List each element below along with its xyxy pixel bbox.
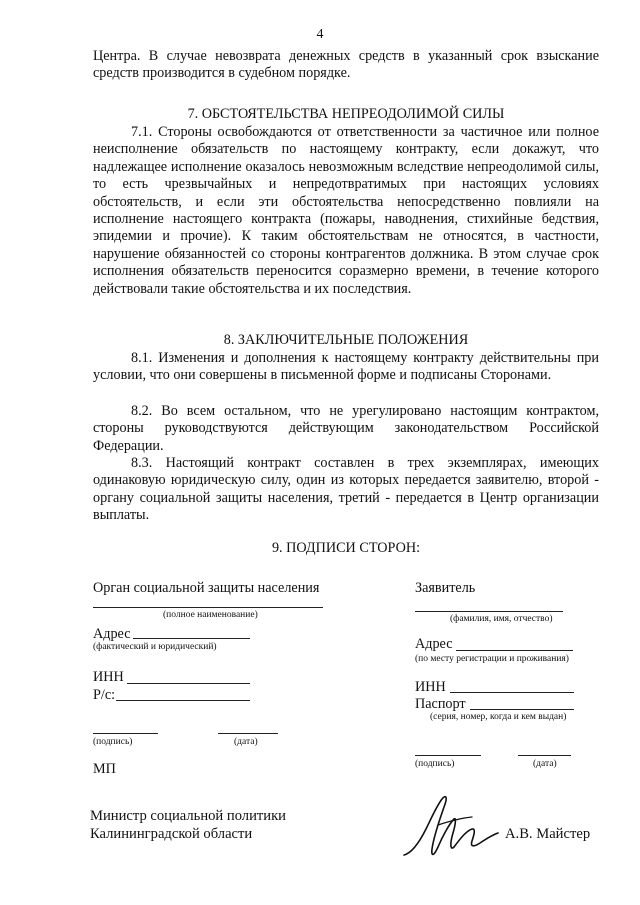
authority-name-line <box>93 607 323 608</box>
section-8-paragraph-3: 8.3. Настоящий контракт составлен в трех экземплярах, имеющих одинаковую юридическую силу, один из которых передается заявителю, второй - органу социальной защиты населения, третий - передается в Центр организации выплаты. <box>93 455 599 524</box>
section-9-heading: 9. ПОДПИСИ СТОРОН: <box>271 540 421 556</box>
minister-position-line-1: Министр социальной политики <box>90 808 286 824</box>
applicant-address-line <box>456 650 573 651</box>
applicant-sign-caption: (подпись) <box>415 759 455 769</box>
authority-account-line <box>116 700 250 701</box>
authority-address-caption: (фактический и юридический) <box>93 642 217 652</box>
stamp-mark: МП <box>93 761 116 777</box>
section-8-paragraph-1: 8.1. Изменения и дополнения к настоящему контракту действительны при условии, что они совершены в письменной форме и подписаны Сторонами. <box>93 350 599 384</box>
authority-sign-line <box>93 733 158 734</box>
applicant-date-caption: (дата) <box>533 759 557 769</box>
authority-header: Орган социальной защиты населения <box>93 580 320 596</box>
authority-inn-line <box>127 683 250 684</box>
applicant-address-caption: (по месту регистрации и проживания) <box>415 654 569 664</box>
minister-position-line-2: Калининградской области <box>90 826 253 842</box>
authority-date-caption: (дата) <box>234 737 258 747</box>
intro-paragraph: Центра. В случае невозврата денежных средств в указанный срок взыскание средств производится в судебном порядке. <box>93 48 599 82</box>
authority-address-label: Адрес <box>93 626 131 642</box>
authority-address-line <box>133 638 250 639</box>
authority-sign-caption: (подпись) <box>93 737 133 747</box>
minister-name: А.В. Майстер <box>505 826 591 842</box>
authority-date-line <box>218 733 278 734</box>
page-number: 4 <box>316 27 324 42</box>
section-7-paragraph-1: 7.1. Стороны освобождаются от ответственности за частичное или полное неисполнение обязательств по настоящему контракту, если докажут, что надлежащее исполнение оказалось невозможным вследствие непреодолимой силы, то есть чрезвычайных и непредотвратимых при настоящих условиях обстоятельств, и если эти обстоятельства непосредственно повлияли на исполнение настоящего контракта (пожары, наводнения, стихийные бедствия, эпидемии и прочие). К таким обстоятельствам не относятся, в частности, нарушение обязанностей со стороны контрагентов должника. В этом случае срок исполнения обязательств переносится соразмерно времени, в течение которого действовали такие обстоятельства и их последствия. <box>93 124 599 297</box>
applicant-name-line <box>415 611 563 612</box>
authority-inn-label: ИНН <box>93 669 124 685</box>
section-8-heading: 8. ЗАКЛЮЧИТЕЛЬНЫЕ ПОЛОЖЕНИЯ <box>223 332 469 348</box>
applicant-passport-line <box>470 709 574 710</box>
applicant-inn-label: ИНН <box>415 679 446 695</box>
applicant-sign-line <box>415 755 481 756</box>
applicant-passport-label: Паспорт <box>415 696 466 712</box>
authority-account-label: Р/с: <box>93 687 116 703</box>
applicant-address-label: Адрес <box>415 636 453 652</box>
authority-name-caption: (полное наименование) <box>163 610 258 620</box>
applicant-passport-caption: (серия, номер, когда и кем выдан) <box>430 712 567 722</box>
section-8-paragraph-2: 8.2. Во всем остальном, что не урегулировано настоящим контрактом, стороны руководствуются действующим законодательством Российской Федерации. <box>93 403 599 454</box>
applicant-name-caption: (фамилия, имя, отчество) <box>450 614 553 624</box>
applicant-header: Заявитель <box>415 580 476 596</box>
handwritten-signature <box>398 785 508 865</box>
section-7-heading: 7. ОБСТОЯТЕЛЬСТВА НЕПРЕОДОЛИМОЙ СИЛЫ <box>187 106 505 122</box>
applicant-date-line <box>518 755 571 756</box>
applicant-inn-line <box>450 692 574 693</box>
